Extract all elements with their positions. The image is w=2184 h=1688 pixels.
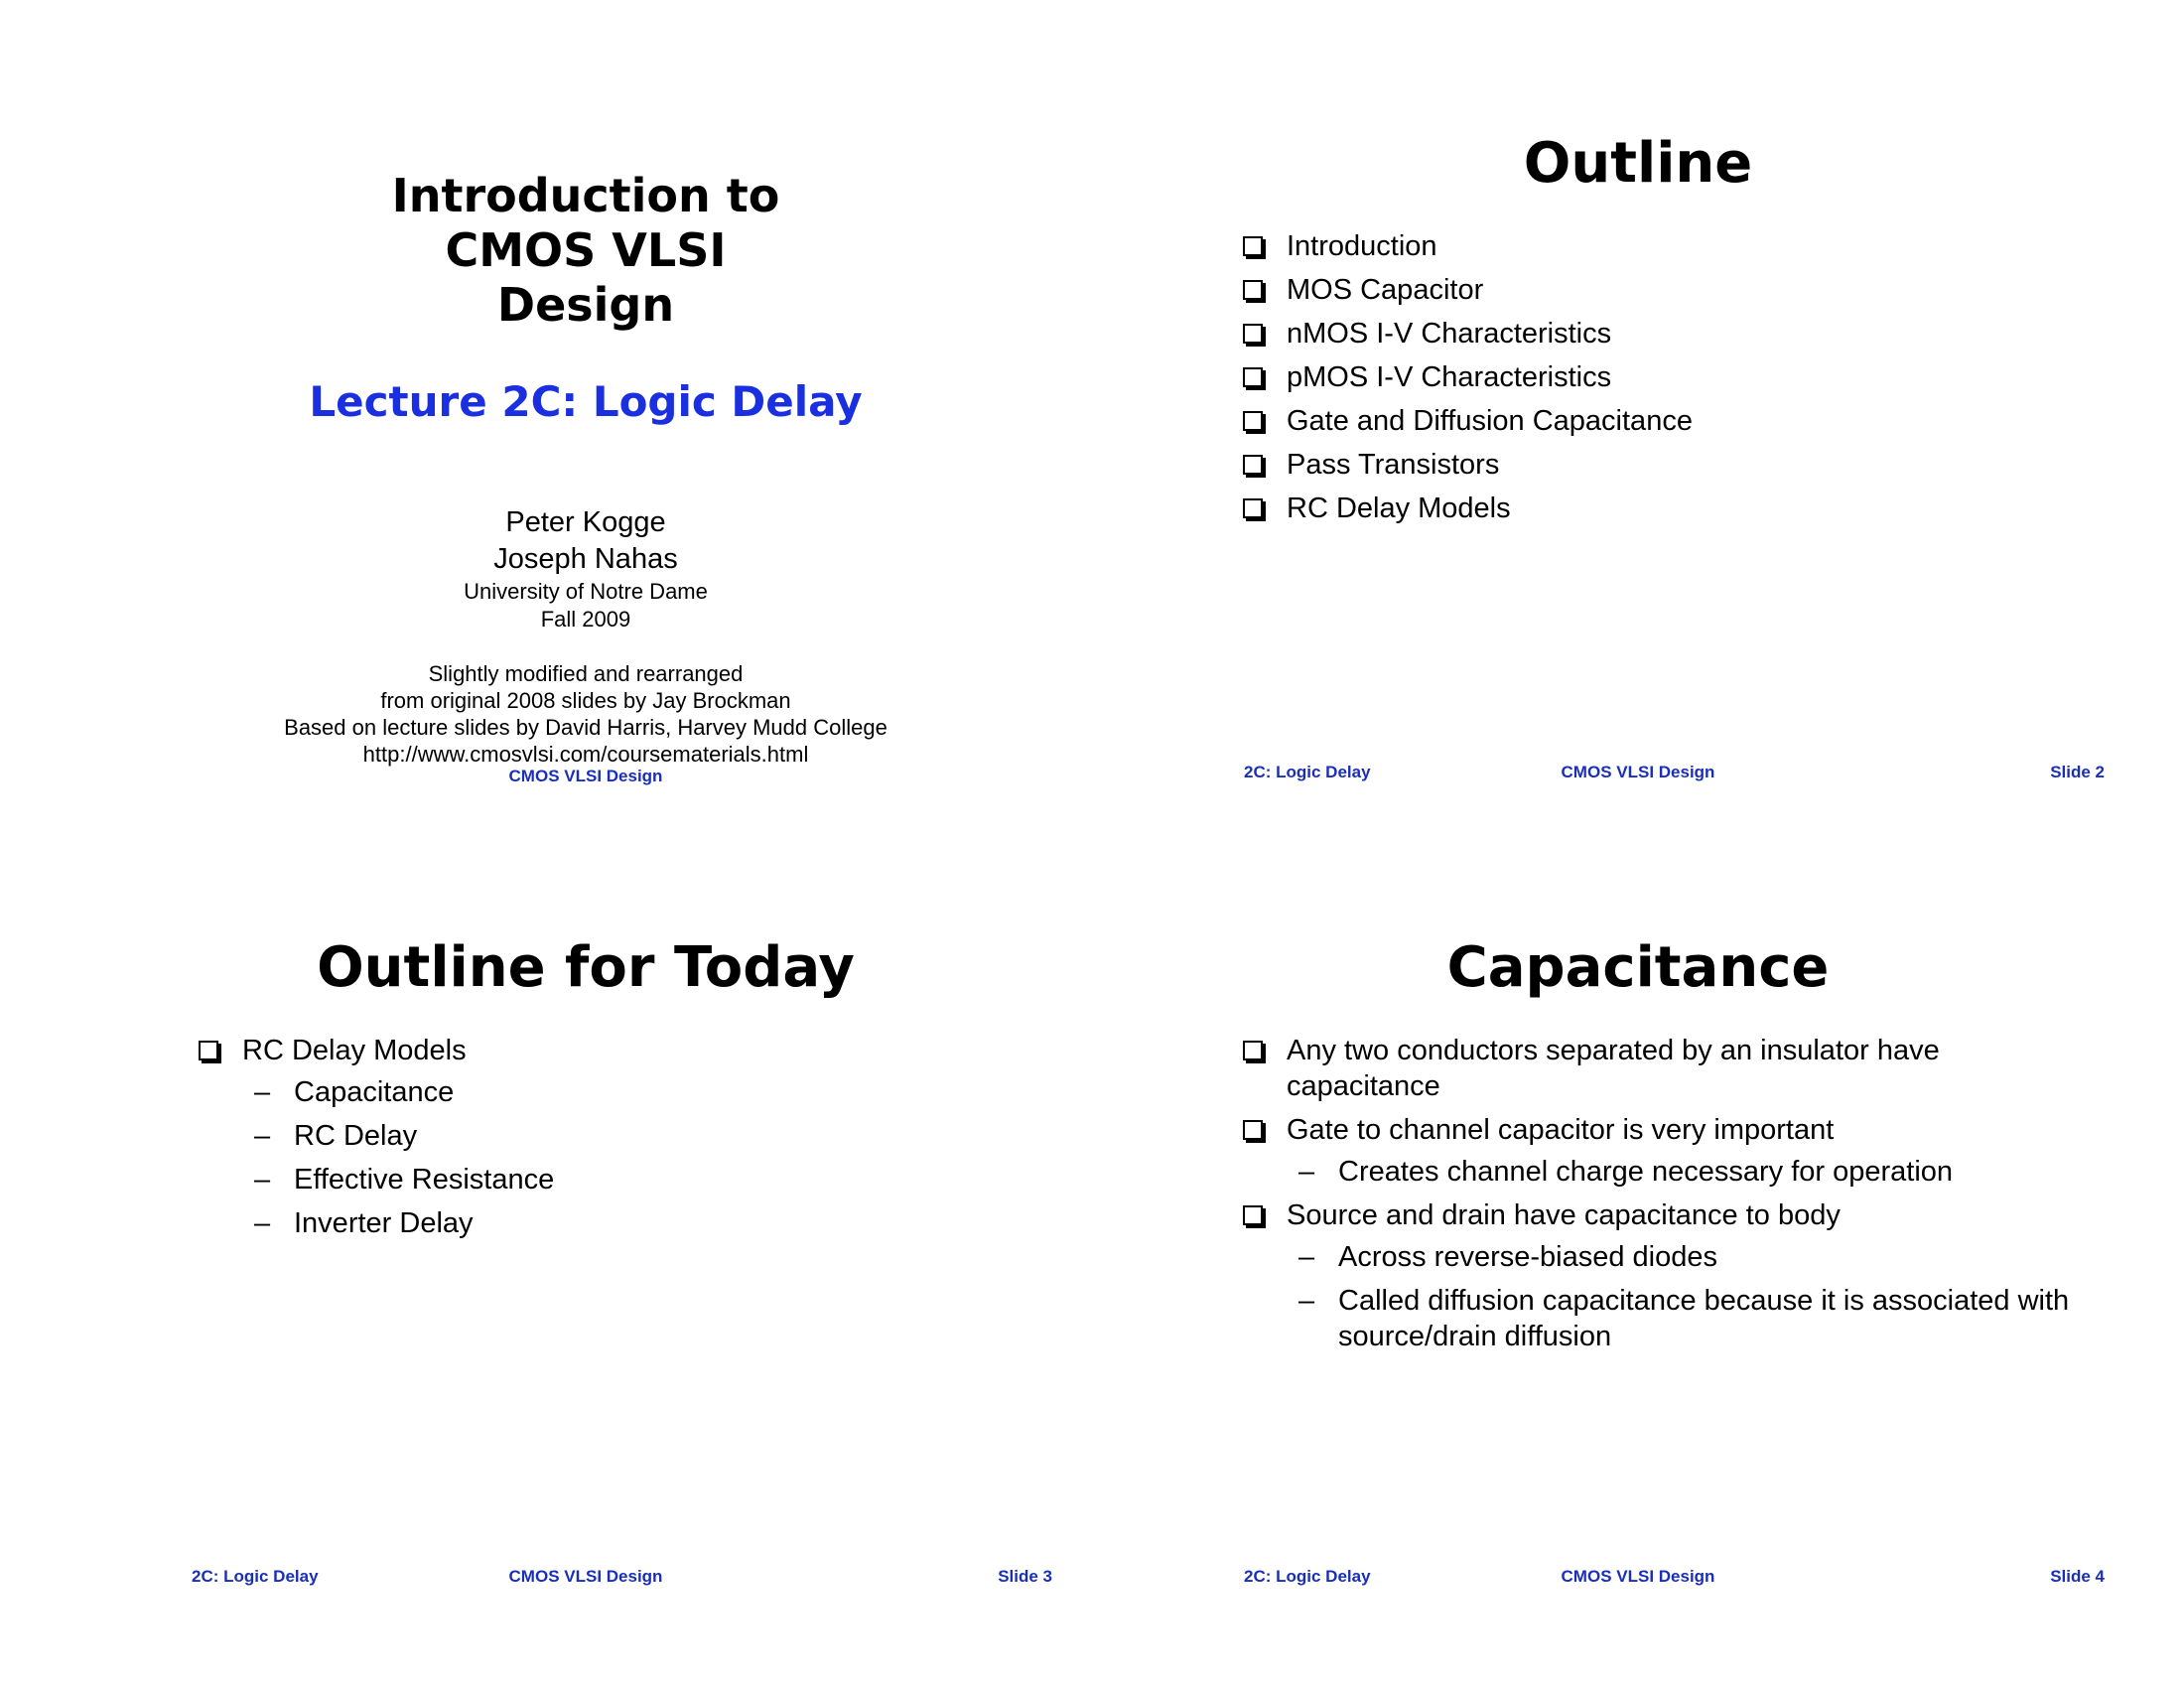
- checkbox-bullet-icon: [1243, 367, 1263, 387]
- sub-bullet-text: RC Delay: [294, 1120, 418, 1152]
- bullet-item: [1243, 1197, 2077, 1354]
- term: Fall 2009: [540, 607, 631, 632]
- dash-marker: –: [254, 1207, 271, 1239]
- sub-bullet-text: Inverter Delay: [294, 1207, 474, 1239]
- dash-marker: –: [254, 1164, 271, 1196]
- bullet-text: RC Delay Models: [1287, 492, 1511, 524]
- bullet-item: [1243, 228, 2057, 264]
- footer-left: 2C: Logic Delay: [192, 1567, 319, 1586]
- footer-center: CMOS VLSI Design: [1561, 1567, 1715, 1586]
- slide-4: [1112, 864, 2164, 1648]
- main-title: [60, 169, 1112, 333]
- title-line: Introduction to: [391, 169, 780, 222]
- sub-bullet-list: [1287, 1239, 2077, 1354]
- credits: [60, 660, 1112, 768]
- dash-marker: –: [254, 1076, 271, 1108]
- sub-bullet-item: [1298, 1154, 2077, 1190]
- credit-url: http://www.cmosvlsi.com/coursematerials.html: [362, 742, 809, 767]
- credit-line: Based on lecture slides by David Harris, Harvey Mudd College: [284, 715, 887, 740]
- title-line: Design: [496, 278, 675, 332]
- bullet-item: [1243, 1033, 2077, 1104]
- checkbox-bullet-icon: [1243, 1205, 1263, 1225]
- slide-1: [60, 60, 1112, 844]
- sub-bullet-text: Called diffusion capacitance because it is associated with source/drain diffusion: [1338, 1285, 2070, 1352]
- sub-bullet-item: [254, 1162, 1013, 1197]
- checkbox-bullet-icon: [1243, 455, 1263, 475]
- checkbox-bullet-icon: [1243, 280, 1263, 300]
- checkbox-bullet-icon: [1243, 1041, 1263, 1060]
- sub-bullet-item: [254, 1118, 1013, 1154]
- dash-marker: –: [1298, 1156, 1315, 1188]
- bullet-item: [1243, 359, 2057, 395]
- bullet-item: [1243, 316, 2057, 352]
- slide-title: Outline for Today: [317, 935, 855, 1000]
- bullet-item: [1243, 447, 2057, 483]
- dash-marker: –: [1298, 1285, 1315, 1317]
- slide-title: Capacitance: [1446, 935, 1830, 1000]
- university: University of Notre Dame: [464, 579, 708, 604]
- checkbox-bullet-icon: [1243, 324, 1263, 344]
- sub-bullet-list: [1287, 1154, 2077, 1190]
- bullet-text: Pass Transistors: [1287, 449, 1500, 481]
- footer-left: 2C: Logic Delay: [1244, 763, 1371, 781]
- lecture-title: Lecture 2C: Logic Delay: [309, 377, 863, 426]
- sub-bullet-item: [254, 1074, 1013, 1110]
- sub-bullet-item: [1298, 1283, 2077, 1354]
- dash-marker: –: [254, 1120, 271, 1152]
- slide-2: [1112, 60, 2164, 844]
- credit-line: from original 2008 slides by Jay Brockman: [380, 688, 791, 713]
- bullet-list: [199, 1033, 1013, 1249]
- bullet-text: Any two conductors separated by an insulator have capacitance: [1287, 1035, 1940, 1102]
- footer-center: CMOS VLSI Design: [1561, 763, 1715, 781]
- affiliation: [60, 578, 1112, 633]
- bullet-text: pMOS I-V Characteristics: [1287, 361, 1612, 393]
- sub-bullet-text: Capacitance: [294, 1076, 455, 1108]
- bullet-text: Introduction: [1287, 230, 1437, 262]
- bullet-item: [1243, 1112, 2077, 1190]
- sub-bullet-text: Effective Resistance: [294, 1164, 555, 1196]
- bullet-list: [1243, 228, 2057, 534]
- footer-slide-number: Slide 3: [998, 1567, 1052, 1586]
- sub-bullet-text: Across reverse-biased diodes: [1338, 1241, 1718, 1273]
- checkbox-bullet-icon: [1243, 236, 1263, 256]
- bullet-item: [1243, 403, 2057, 439]
- bullet-text: Gate and Diffusion Capacitance: [1287, 405, 1693, 437]
- title-line: CMOS VLSI: [445, 223, 727, 277]
- bullet-item: [1243, 491, 2057, 526]
- sub-bullet-list: [242, 1074, 1013, 1241]
- footer-left: 2C: Logic Delay: [1244, 1567, 1371, 1586]
- checkbox-bullet-icon: [1243, 498, 1263, 518]
- bullet-text: Gate to channel capacitor is very important: [1287, 1114, 1835, 1146]
- bullet-item: [1243, 272, 2057, 308]
- bullet-item: [199, 1033, 1013, 1241]
- sub-bullet-item: [254, 1205, 1013, 1241]
- slide-title: Outline: [1523, 131, 1753, 196]
- checkbox-bullet-icon: [1243, 1120, 1263, 1140]
- checkbox-bullet-icon: [199, 1041, 218, 1060]
- footer-slide-number: Slide 2: [2050, 763, 2105, 781]
- authors: [60, 504, 1112, 578]
- author-name: Joseph Nahas: [493, 543, 678, 575]
- sub-bullet-text: Creates channel charge necessary for operation: [1338, 1156, 1954, 1188]
- footer-slide-number: Slide 4: [2050, 1567, 2105, 1586]
- slide-3: [60, 864, 1112, 1648]
- bullet-text: RC Delay Models: [242, 1035, 467, 1066]
- footer-center: CMOS VLSI Design: [508, 767, 663, 785]
- bullet-text: nMOS I-V Characteristics: [1287, 318, 1612, 350]
- bullet-text: MOS Capacitor: [1287, 274, 1484, 306]
- credit-line: Slightly modified and rearranged: [428, 661, 744, 686]
- bullet-list: [1243, 1033, 2077, 1362]
- author-name: Peter Kogge: [505, 506, 666, 538]
- footer-center: CMOS VLSI Design: [508, 1567, 663, 1586]
- dash-marker: –: [1298, 1241, 1315, 1273]
- sub-bullet-item: [1298, 1239, 2077, 1275]
- checkbox-bullet-icon: [1243, 411, 1263, 431]
- bullet-text: Source and drain have capacitance to body: [1287, 1199, 1841, 1231]
